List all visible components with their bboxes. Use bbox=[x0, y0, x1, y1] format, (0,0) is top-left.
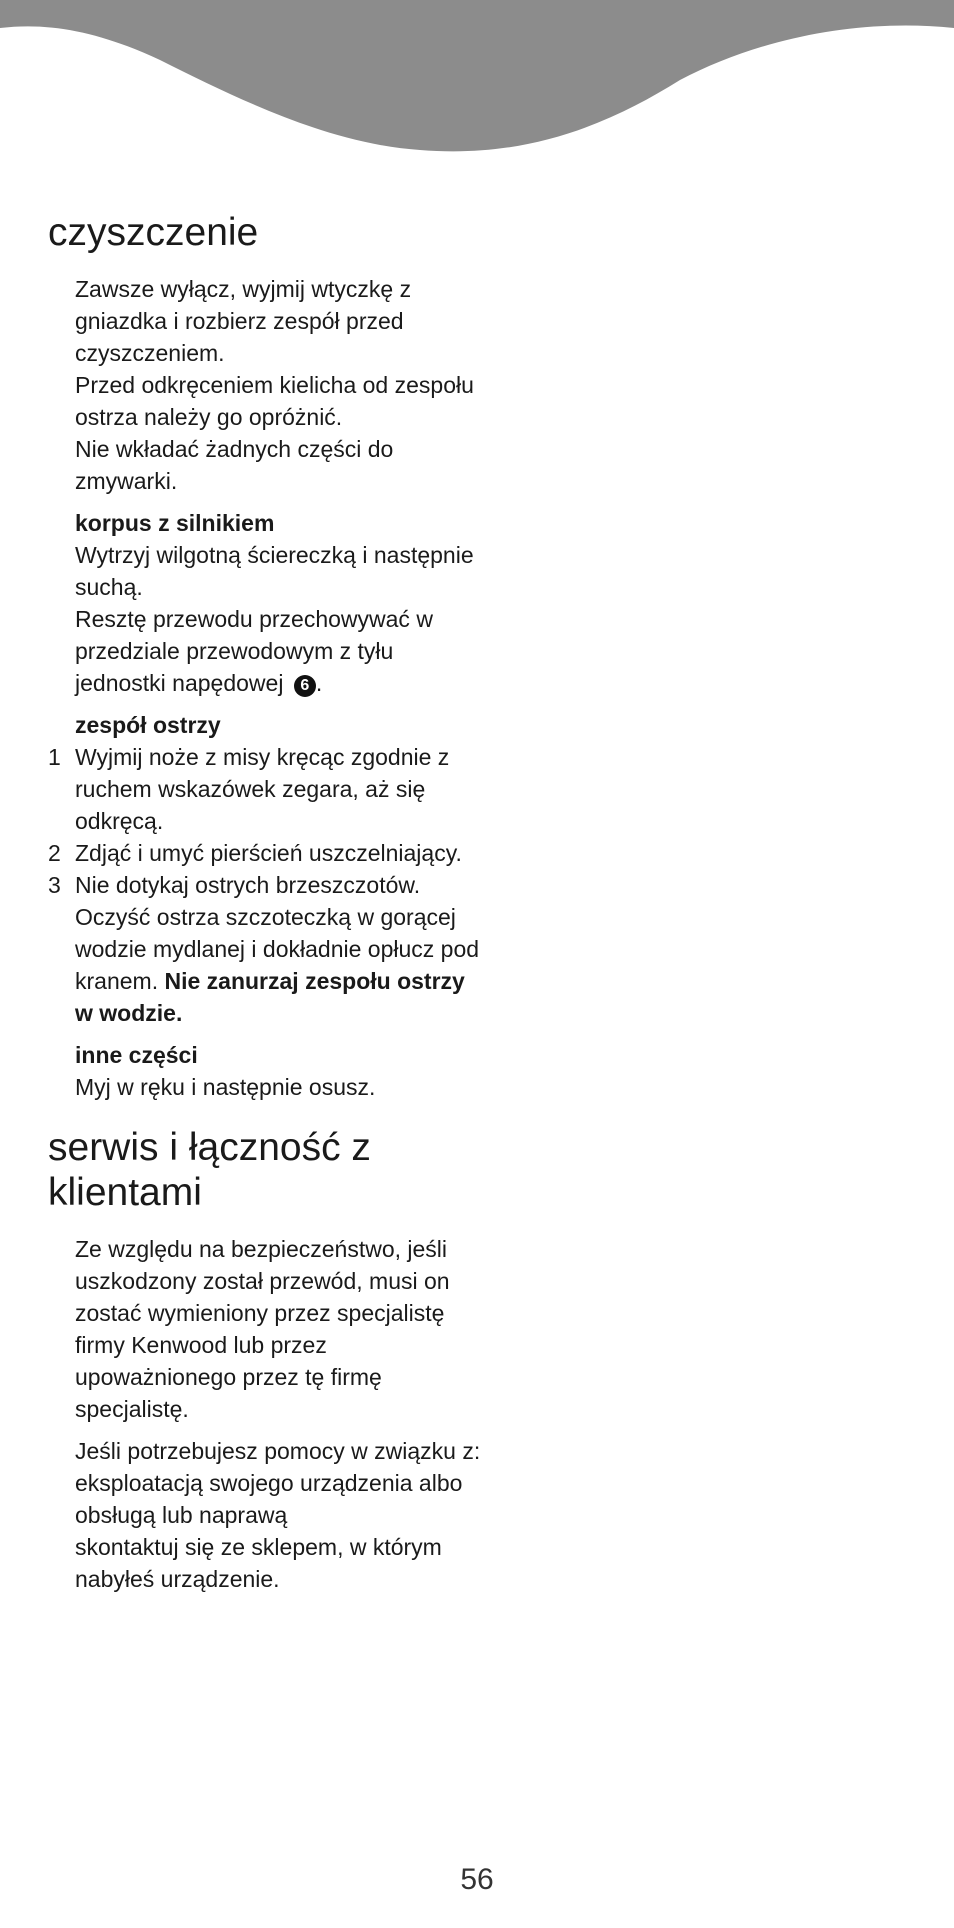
motor-body-line-2-text: Resztę przewodu przechowywać w przedziale przewodowym z tyłu jednostki napędowej bbox=[75, 606, 433, 696]
blade-step-3 bbox=[48, 869, 488, 1029]
blade-step-1 bbox=[48, 741, 488, 837]
blade-assembly-heading: zespół ostrzy bbox=[75, 712, 221, 738]
blade-step-text: Zdjąć i umyć pierścień uszczelniający. bbox=[75, 840, 462, 866]
service-body bbox=[75, 1233, 488, 1595]
service-help-line-4: skontaktuj się ze sklepem, w którym nabyłeś urządzenie. bbox=[75, 1534, 442, 1592]
header-wave-shape bbox=[0, 0, 954, 151]
other-parts-section bbox=[75, 1039, 488, 1103]
service-title: serwis i łączność z klientami bbox=[48, 1126, 371, 1214]
intro-line-3: Nie wkładać żadnych części do zmywarki. bbox=[75, 436, 394, 494]
page-number: 56 bbox=[460, 1863, 494, 1896]
cleaning-title: czyszczenie bbox=[48, 211, 259, 254]
blade-step-text-with-warning bbox=[75, 869, 488, 1029]
cleaning-intro bbox=[75, 273, 488, 497]
service-help-block bbox=[75, 1435, 488, 1595]
motor-body-heading: korpus z silnikiem bbox=[75, 510, 275, 536]
blade-step-text: Wyjmij noże z misy kręcąc zgodnie z ruchem wskazówek zegara, aż się odkręcą. bbox=[75, 744, 450, 834]
cleaning-body bbox=[48, 273, 488, 1103]
blade-step-number: 2 bbox=[48, 840, 61, 866]
figure-reference-6-badge: 6 bbox=[294, 675, 316, 697]
other-parts-text: Myj w ręku i następnie osusz. bbox=[75, 1074, 376, 1100]
intro-line-1: Zawsze wyłącz, wyjmij wtyczkę z gniazdka i rozbierz zespół przed czyszczeniem. bbox=[75, 276, 412, 366]
service-help-line-2: eksploatacją swojego urządzenia albo bbox=[75, 1470, 463, 1496]
blade-step-number: 3 bbox=[48, 872, 61, 898]
other-parts-heading: inne części bbox=[75, 1042, 198, 1068]
blade-step-number: 1 bbox=[48, 744, 61, 770]
blade-step-2 bbox=[48, 837, 488, 869]
page-content bbox=[48, 210, 488, 1595]
motor-body-section bbox=[75, 507, 488, 699]
blade-step-warning: Nie zanurzaj zespołu ostrzy w wodzie. bbox=[75, 968, 465, 1026]
intro-line-2: Przed odkręceniem kielicha od zespołu ostrza należy go opróżnić. bbox=[75, 372, 474, 430]
motor-body-line-2 bbox=[75, 603, 488, 699]
service-help-line-3: obsługą lub naprawą bbox=[75, 1502, 288, 1528]
header-wave-decoration bbox=[0, 0, 954, 160]
blade-assembly-section bbox=[48, 709, 488, 1029]
motor-body-line-1: Wytrzyj wilgotną ściereczką i następnie suchą. bbox=[75, 542, 474, 600]
blade-step-text: Nie dotykaj ostrych brzeszczotów. Oczyść ostrza szczoteczką w gorącej wodzie mydlanej i dokładnie opłucz pod kranem. bbox=[75, 872, 480, 994]
motor-body-line-2-period: . bbox=[315, 670, 323, 696]
service-help-line-1: Jeśli potrzebujesz pomocy w związku z: bbox=[75, 1438, 481, 1464]
service-paragraph-1: Ze względu na bezpieczeństwo, jeśli uszkodzony został przewód, musi on zostać wymieniony przez specjalistę firmy Kenwood lub przez upoważnionego przez tę firmę specjalistę. bbox=[75, 1236, 450, 1422]
